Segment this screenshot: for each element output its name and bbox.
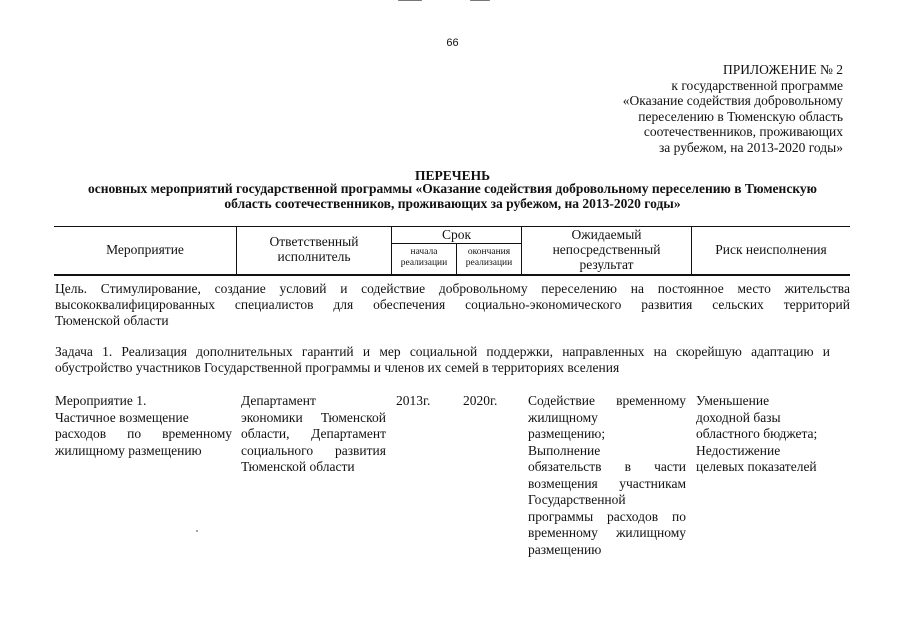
cell-line: жилищному размещению [55,442,202,458]
appendix-line: соотечественников, проживающих [643,124,843,140]
header-line: реализации [400,258,448,268]
cell-line: Департамент [241,393,316,408]
row-end-year: 2020г. [463,393,498,408]
subtitle-line: область соотечественников, проживающих за рубежом, на 2013-2020 годы» [224,196,681,211]
goal-line: Цель. Стимулирование, создание условий и содействие добровольному переселению на постоянное место жительства [55,281,850,296]
row-measure [55,393,232,459]
header-result [522,227,691,272]
header-line: исполнитель [277,249,351,264]
cell-line: доходной базы [696,409,781,425]
header-line: результат [579,257,634,272]
header-risk: Риск неисполнения [715,242,827,257]
cell-line: Уменьшение [696,393,770,408]
cell-line: размещению; [528,426,606,441]
task-line: обустройство участников Государственной программы и членов их семей в территориях вселения [55,360,620,376]
cell-line: Выполнение [528,442,601,458]
appendix-line: к государственной программе [671,77,843,93]
appendix-line: переселению в Тюменскую область [638,108,843,124]
header-term: Срок [441,227,472,242]
appendix-heading [623,62,843,156]
row-start-year: 2013г. [396,393,431,408]
appendix-line: ПРИЛОЖЕНИЕ № 2 [722,62,843,77]
scan-speck [470,0,490,1]
document-title: ПЕРЕЧЕНЬ [414,168,491,183]
scan-speck [196,530,198,532]
cell-line: Государственной [528,492,626,507]
cell-line: Недостижение [696,442,781,458]
row-result [528,393,686,558]
header-divider [391,243,522,244]
cell-line: размещению [528,541,602,557]
appendix-line: за рубежом, на 2013-2020 годы» [658,139,843,155]
row-responsible [241,393,386,476]
cell-line: областного бюджета; [696,426,818,441]
cell-line: экономики Тюменской [241,409,386,425]
header-line: окончания [467,247,511,257]
cell-line: Мероприятие 1. [55,393,147,408]
header-line: Ожидаемый [571,227,642,242]
goal-line: Тюменской области [55,313,169,329]
header-line: реализации [465,258,513,268]
document-subtitle [55,181,850,211]
appendix-line: «Оказание содействия добровольному [622,93,843,109]
cell-line: временному жилищному [528,525,686,540]
cell-line: целевых показателей [696,459,817,474]
cell-line: программы расходов по [528,508,686,524]
task-paragraph [55,344,830,376]
header-line: непосредственный [552,242,661,257]
goal-paragraph [55,281,850,330]
header-end [457,247,521,269]
cell-line: социального развития [241,442,386,458]
task-line: Задача 1. Реализация дополнительных гарантий и мер социальной поддержки, направленных на скорейшую адаптацию и [55,344,830,359]
header-responsible [237,234,391,264]
cell-line: возмещения участникам [528,475,686,491]
row-risk [696,393,846,476]
subtitle-line: основных мероприятий государственной программы «Оказание содействия добровольному переселению в Тюменскую [88,181,817,196]
page-number: 66 [446,37,459,49]
cell-line: Содействие временному [528,393,686,408]
cell-line: жилищному [528,409,598,425]
cell-line: расходов по временному [55,426,232,441]
cell-line: Частичное возмещение [55,409,189,425]
cell-line: обязательств в части [528,459,686,474]
header-measure: Мероприятие [106,242,184,257]
header-line: начала [410,247,438,257]
goal-line: высококвалифицированных специалистов для обеспечения социально-экономического развития сельских территорий [55,297,850,313]
scan-speck [398,0,422,1]
header-line: Ответственный [269,234,359,249]
header-start [392,247,456,269]
cell-line: Тюменской области [241,459,355,474]
cell-line: области, Департамент [241,426,386,441]
